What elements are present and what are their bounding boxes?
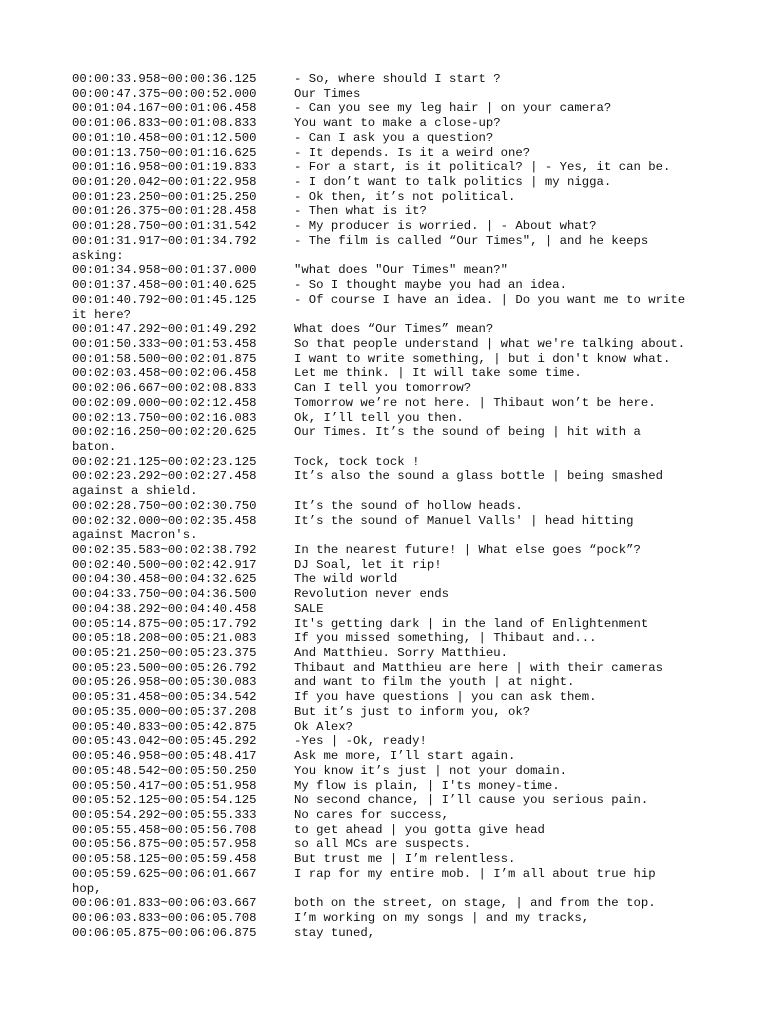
subtitle-entry bbox=[72, 558, 696, 573]
subtitle-entry bbox=[72, 543, 696, 558]
subtitle-text: I want to write something, | but i don't know what. bbox=[294, 351, 671, 366]
subtitle-entry bbox=[72, 572, 696, 587]
timecode: 00:02:06.667~00:02:08.833 bbox=[72, 381, 257, 396]
subtitle-text: - I don’t want to talk politics | my nigga. bbox=[294, 175, 612, 190]
subtitle-entry bbox=[72, 852, 696, 867]
subtitle-text: It’s also the sound a glass bottle | being smashed bbox=[294, 469, 663, 484]
subtitle-entry bbox=[72, 87, 696, 102]
timecode: 00:01:34.958~00:01:37.000 bbox=[72, 263, 257, 278]
subtitle-entry bbox=[72, 720, 696, 735]
timecode: 00:04:38.292~00:04:40.458 bbox=[72, 601, 257, 616]
subtitle-entry bbox=[72, 837, 696, 852]
subtitle-entry bbox=[72, 175, 696, 190]
timecode: 00:01:50.333~00:01:53.458 bbox=[72, 336, 257, 351]
subtitle-text: both on the street, on stage, | and from the top. bbox=[294, 896, 656, 911]
subtitle-entry bbox=[72, 617, 696, 632]
subtitle-text: Our Times. It’s the sound of being | hit with a bbox=[294, 425, 641, 440]
timecode: 00:04:30.458~00:04:32.625 bbox=[72, 572, 257, 587]
timecode: 00:05:46.958~00:05:48.417 bbox=[72, 749, 257, 764]
timecode: 00:02:32.000~00:02:35.458 bbox=[72, 513, 257, 528]
timecode: 00:01:10.458~00:01:12.500 bbox=[72, 130, 257, 145]
subtitle-text: - It depends. Is it a weird one? bbox=[294, 145, 531, 160]
subtitle-entry bbox=[72, 690, 696, 705]
subtitle-entry bbox=[72, 514, 696, 529]
subtitle-text: - So, where should I start ? bbox=[294, 72, 501, 86]
timecode: 00:01:37.458~00:01:40.625 bbox=[72, 278, 257, 293]
subtitle-entry bbox=[72, 396, 696, 411]
subtitle-entry bbox=[72, 734, 696, 749]
timecode: 00:01:04.167~00:01:06.458 bbox=[72, 101, 257, 116]
timecode: 00:05:26.958~00:05:30.083 bbox=[72, 675, 257, 690]
subtitle-entry bbox=[72, 101, 696, 116]
subtitle-text-continuation: hop, bbox=[72, 881, 102, 896]
subtitle-text: It's getting dark | in the land of Enlightenment bbox=[294, 616, 649, 631]
timecode: 00:05:18.208~00:05:21.083 bbox=[72, 631, 257, 646]
subtitle-entry bbox=[72, 779, 696, 794]
subtitle-text: The wild world bbox=[294, 572, 398, 587]
timecode: 00:02:35.583~00:02:38.792 bbox=[72, 543, 257, 557]
timecode: 00:05:48.542~00:05:50.250 bbox=[72, 763, 257, 778]
subtitle-text: But trust me | I’m relentless. bbox=[294, 852, 516, 867]
subtitle-text: - Then what is it? bbox=[294, 204, 427, 219]
timecode: 00:05:43.042~00:05:45.292 bbox=[72, 734, 257, 749]
subtitle-entry bbox=[72, 911, 696, 926]
timecode: 00:02:13.750~00:02:16.083 bbox=[72, 410, 257, 425]
subtitle-text: You want to make a close-up? bbox=[294, 116, 501, 131]
subtitle-text: to get ahead | you gotta give head bbox=[294, 822, 545, 837]
subtitle-text: What does “Our Times” mean? bbox=[294, 322, 494, 337]
timecode: 00:01:16.958~00:01:19.833 bbox=[72, 160, 257, 175]
timecode: 00:02:21.125~00:02:23.125 bbox=[72, 454, 257, 469]
subtitle-text-continuation: baton. bbox=[72, 439, 117, 454]
timecode: 00:05:54.292~00:05:55.333 bbox=[72, 807, 257, 822]
subtitle-text: Ask me more, I’ll start again. bbox=[294, 749, 516, 764]
subtitle-text-continuation: against a shield. bbox=[72, 484, 198, 499]
subtitle-document bbox=[72, 72, 696, 940]
subtitle-entry bbox=[72, 646, 696, 661]
timecode: 00:05:14.875~00:05:17.792 bbox=[72, 616, 257, 631]
timecode: 00:02:23.292~00:02:27.458 bbox=[72, 469, 257, 484]
subtitle-entry bbox=[72, 190, 696, 205]
subtitle-entry bbox=[72, 411, 696, 426]
subtitle-text: My flow is plain, | I'ts money-time. bbox=[294, 778, 560, 793]
timecode: 00:05:52.125~00:05:54.125 bbox=[72, 793, 257, 808]
subtitle-entry bbox=[72, 867, 696, 882]
timecode: 00:06:03.833~00:06:05.708 bbox=[72, 910, 257, 925]
subtitle-entry bbox=[72, 322, 696, 337]
subtitle-text: Tomorrow we’re not here. | Thibaut won’t be here. bbox=[294, 395, 656, 410]
subtitle-text: Thibaut and Matthieu are here | with their cameras bbox=[294, 660, 663, 675]
subtitle-text: - Ok then, it’s not political. bbox=[294, 189, 516, 204]
subtitle-entry bbox=[72, 72, 696, 87]
timecode: 00:01:31.917~00:01:34.792 bbox=[72, 233, 257, 248]
subtitle-entry bbox=[72, 793, 696, 808]
timecode: 00:05:55.458~00:05:56.708 bbox=[72, 822, 257, 837]
subtitle-text: - My producer is worried. | - About what? bbox=[294, 219, 597, 234]
subtitle-text: I’m working on my songs | and my tracks, bbox=[294, 910, 590, 925]
timecode: 00:05:59.625~00:06:01.667 bbox=[72, 866, 257, 881]
subtitle-text: Ok, I’ll tell you then. bbox=[294, 410, 464, 425]
subtitle-entry bbox=[72, 749, 696, 764]
timecode: 00:01:06.833~00:01:08.833 bbox=[72, 116, 257, 131]
subtitle-text: and want to film the youth | at night. bbox=[294, 675, 575, 690]
subtitle-entry bbox=[72, 352, 696, 367]
timecode: 00:01:20.042~00:01:22.958 bbox=[72, 175, 257, 190]
timecode: 00:05:50.417~00:05:51.958 bbox=[72, 778, 257, 793]
timecode: 00:05:56.875~00:05:57.958 bbox=[72, 837, 257, 852]
timecode: 00:02:03.458~00:02:06.458 bbox=[72, 366, 257, 381]
subtitle-text: If you missed something, | Thibaut and... bbox=[294, 631, 597, 646]
subtitle-text: - Of course I have an idea. | Do you want me to write bbox=[294, 292, 686, 307]
timecode: 00:04:33.750~00:04:36.500 bbox=[72, 587, 257, 602]
subtitle-entry bbox=[72, 587, 696, 602]
timecode: 00:05:31.458~00:05:34.542 bbox=[72, 690, 257, 705]
subtitle-entry bbox=[72, 661, 696, 676]
subtitle-text: It’s the sound of Manuel Valls' | head hitting bbox=[294, 513, 634, 528]
subtitle-entry bbox=[72, 204, 696, 219]
subtitle-entry bbox=[72, 234, 696, 249]
subtitle-text: No second chance, | I’ll cause you serious pain. bbox=[294, 793, 649, 808]
subtitle-text: stay tuned, bbox=[294, 925, 376, 940]
timecode: 00:01:26.375~00:01:28.458 bbox=[72, 204, 257, 219]
subtitle-text: If you have questions | you can ask them. bbox=[294, 690, 597, 705]
subtitle-text: - For a start, is it political? | - Yes, it can be. bbox=[294, 160, 671, 175]
subtitle-text: - Can you see my leg hair | on your camera? bbox=[294, 101, 612, 116]
subtitle-entry bbox=[72, 116, 696, 131]
subtitle-entry bbox=[72, 263, 696, 278]
subtitle-entry bbox=[72, 146, 696, 161]
timecode: 00:05:21.250~00:05:23.375 bbox=[72, 646, 257, 661]
subtitle-text: I rap for my entire mob. | I’m all about true hip bbox=[294, 866, 656, 881]
timecode: 00:01:58.500~00:02:01.875 bbox=[72, 351, 257, 366]
subtitle-entry bbox=[72, 337, 696, 352]
subtitle-text: - The film is called “Our Times", | and he keeps bbox=[294, 233, 649, 248]
timecode: 00:05:58.125~00:05:59.458 bbox=[72, 852, 257, 867]
subtitle-text: It’s the sound of hollow heads. bbox=[294, 498, 523, 513]
subtitle-text-continuation: asking: bbox=[72, 248, 124, 263]
subtitle-text-continuation: it here? bbox=[72, 307, 132, 322]
subtitle-text: Revolution never ends bbox=[294, 587, 449, 602]
subtitle-text: Tock, tock tock ! bbox=[294, 454, 420, 469]
subtitle-text: In the nearest future! | What else goes “pock”? bbox=[294, 543, 641, 557]
subtitle-entry bbox=[72, 278, 696, 293]
timecode: 00:02:40.500~00:02:42.917 bbox=[72, 557, 257, 572]
subtitle-entry bbox=[72, 602, 696, 617]
timecode: 00:05:23.500~00:05:26.792 bbox=[72, 660, 257, 675]
subtitle-text: You know it’s just | not your domain. bbox=[294, 763, 568, 778]
subtitle-entry bbox=[72, 808, 696, 823]
subtitle-entry bbox=[72, 366, 696, 381]
timecode: 00:00:33.958~00:00:36.125 bbox=[72, 72, 257, 86]
subtitle-entry bbox=[72, 705, 696, 720]
subtitle-text: - So I thought maybe you had an idea. bbox=[294, 278, 568, 293]
subtitle-text: so all MCs are suspects. bbox=[294, 837, 472, 852]
subtitle-entry bbox=[72, 219, 696, 234]
timecode: 00:05:35.000~00:05:37.208 bbox=[72, 704, 257, 719]
subtitle-text: But it’s just to inform you, ok? bbox=[294, 704, 531, 719]
timecode: 00:06:05.875~00:06:06.875 bbox=[72, 925, 257, 940]
subtitle-text: DJ Soal, let it rip! bbox=[294, 557, 442, 572]
timecode: 00:01:13.750~00:01:16.625 bbox=[72, 145, 257, 160]
subtitle-entry bbox=[72, 764, 696, 779]
timecode: 00:01:23.250~00:01:25.250 bbox=[72, 189, 257, 204]
subtitle-text: And Matthieu. Sorry Matthieu. bbox=[294, 646, 509, 661]
subtitle-entry bbox=[72, 499, 696, 514]
subtitle-entry bbox=[72, 381, 696, 396]
timecode: 00:05:40.833~00:05:42.875 bbox=[72, 719, 257, 734]
subtitle-text: Ok Alex? bbox=[294, 719, 354, 734]
subtitle-entry bbox=[72, 469, 696, 484]
timecode: 00:01:40.792~00:01:45.125 bbox=[72, 292, 257, 307]
timecode: 00:00:47.375~00:00:52.000 bbox=[72, 86, 257, 101]
subtitle-text: "what does "Our Times" mean?" bbox=[294, 263, 509, 278]
timecode: 00:06:01.833~00:06:03.667 bbox=[72, 896, 257, 911]
timecode: 00:02:09.000~00:02:12.458 bbox=[72, 395, 257, 410]
subtitle-entry bbox=[72, 160, 696, 175]
subtitle-entry bbox=[72, 823, 696, 838]
subtitle-text: So that people understand | what we're talking about. bbox=[294, 336, 686, 351]
subtitle-text: SALE bbox=[294, 601, 324, 616]
subtitle-entry bbox=[72, 896, 696, 911]
subtitle-text: - Can I ask you a question? bbox=[294, 130, 494, 145]
subtitle-entry bbox=[72, 926, 696, 941]
subtitle-text: Our Times bbox=[294, 86, 361, 101]
subtitle-text: Can I tell you tomorrow? bbox=[294, 381, 472, 396]
subtitle-entry bbox=[72, 293, 696, 308]
subtitle-entry bbox=[72, 455, 696, 470]
subtitle-entry bbox=[72, 675, 696, 690]
subtitle-entry bbox=[72, 631, 696, 646]
subtitle-entry bbox=[72, 425, 696, 440]
timecode: 00:01:28.750~00:01:31.542 bbox=[72, 219, 257, 234]
subtitle-text-continuation: against Macron's. bbox=[72, 528, 198, 543]
subtitle-text: No cares for success, bbox=[294, 807, 449, 822]
timecode: 00:01:47.292~00:01:49.292 bbox=[72, 322, 257, 337]
timecode: 00:02:28.750~00:02:30.750 bbox=[72, 498, 257, 513]
timecode: 00:02:16.250~00:02:20.625 bbox=[72, 425, 257, 440]
subtitle-text: -Yes | -Ok, ready! bbox=[294, 734, 427, 749]
subtitle-text: Let me think. | It will take some time. bbox=[294, 366, 582, 381]
subtitle-entry bbox=[72, 131, 696, 146]
